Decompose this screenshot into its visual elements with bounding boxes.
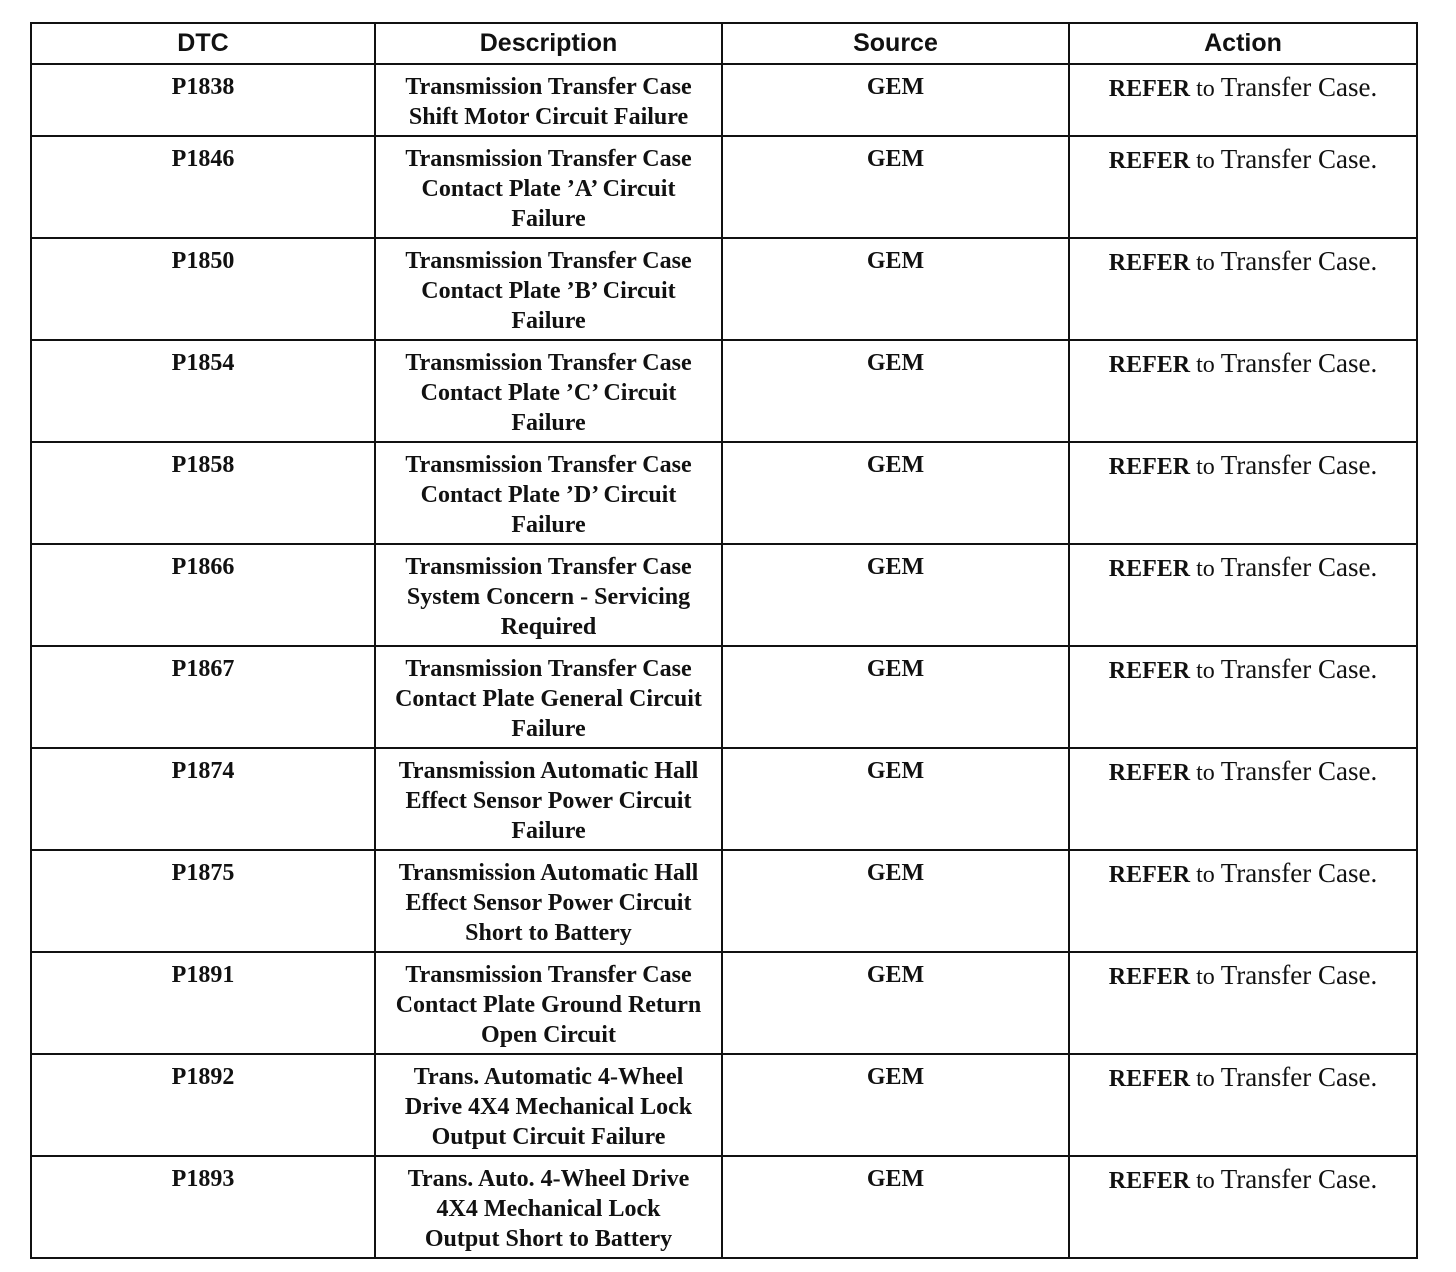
action-refer: REFER: [1108, 658, 1191, 684]
dtc-code: P1850: [31, 238, 375, 340]
source-cell: GEM: [722, 646, 1069, 748]
description-line: Open Circuit: [481, 1022, 616, 1048]
action-destination: Transfer Case.: [1220, 858, 1378, 888]
description-line: Effect Sensor Power Circuit: [405, 788, 692, 814]
action-destination: Transfer Case.: [1220, 1062, 1378, 1092]
table-row: [31, 748, 1417, 850]
description-cell: [375, 238, 722, 340]
description-line: Contact Plate Ground Return: [395, 992, 702, 1018]
action-cell: [1069, 1156, 1417, 1258]
action-cell: [1069, 544, 1417, 646]
table-row: [31, 544, 1417, 646]
description-line: Effect Sensor Power Circuit: [405, 890, 692, 916]
description-line: Contact Plate ’A’ Circuit: [421, 176, 676, 202]
action-destination: Transfer Case.: [1220, 72, 1378, 102]
description-cell: [375, 748, 722, 850]
action-cell: [1069, 64, 1417, 136]
description-line: Trans. Automatic 4-Wheel: [413, 1064, 684, 1090]
action-destination: Transfer Case.: [1220, 450, 1378, 480]
description-line: Contact Plate General Circuit: [395, 686, 702, 712]
action-to: to: [1196, 250, 1215, 276]
dtc-code: P1875: [31, 850, 375, 952]
description-line: Contact Plate ’B’ Circuit: [421, 278, 676, 304]
description-line: Transmission Automatic Hall: [398, 860, 699, 886]
description-line: Transmission Transfer Case: [405, 554, 692, 580]
description-line: Transmission Transfer Case: [405, 962, 692, 988]
source-cell: GEM: [722, 952, 1069, 1054]
dtc-code: P1874: [31, 748, 375, 850]
dtc-code: P1867: [31, 646, 375, 748]
description-line: Transmission Transfer Case: [405, 656, 692, 682]
action-refer: REFER: [1108, 250, 1191, 276]
table-row: [31, 646, 1417, 748]
action-cell: [1069, 748, 1417, 850]
description-line: Contact Plate ’D’ Circuit: [420, 482, 677, 508]
header-action: Action: [1069, 23, 1417, 64]
action-to: to: [1196, 658, 1215, 684]
action-to: to: [1196, 148, 1215, 174]
source-cell: GEM: [722, 64, 1069, 136]
action-to: to: [1196, 760, 1215, 786]
action-refer: REFER: [1108, 1168, 1191, 1194]
action-cell: [1069, 952, 1417, 1054]
action-refer: REFER: [1108, 760, 1191, 786]
description-line: Failure: [511, 410, 586, 436]
action-to: to: [1196, 1066, 1215, 1092]
action-refer: REFER: [1108, 352, 1191, 378]
description-line: Failure: [511, 512, 586, 538]
description-line: Transmission Transfer Case: [405, 248, 692, 274]
action-cell: [1069, 238, 1417, 340]
description-line: Required: [500, 614, 597, 640]
description-line: Failure: [511, 308, 586, 334]
description-line: Short to Battery: [465, 920, 632, 946]
action-destination: Transfer Case.: [1220, 1164, 1378, 1194]
action-refer: REFER: [1108, 454, 1191, 480]
source-cell: GEM: [722, 544, 1069, 646]
action-refer: REFER: [1108, 148, 1191, 174]
table-row: [31, 850, 1417, 952]
source-cell: GEM: [722, 238, 1069, 340]
description-line: Transmission Transfer Case: [405, 74, 692, 100]
description-cell: [375, 646, 722, 748]
source-cell: GEM: [722, 340, 1069, 442]
action-to: to: [1196, 964, 1215, 990]
description-line: Failure: [511, 716, 586, 742]
action-refer: REFER: [1108, 76, 1191, 102]
dtc-code: P1892: [31, 1054, 375, 1156]
action-cell: [1069, 136, 1417, 238]
table-row: [31, 1156, 1417, 1258]
dtc-code: P1858: [31, 442, 375, 544]
dtc-code: P1866: [31, 544, 375, 646]
header-source: Source: [722, 23, 1069, 64]
action-cell: [1069, 1054, 1417, 1156]
action-cell: [1069, 442, 1417, 544]
description-line: System Concern - Servicing: [406, 584, 691, 610]
table-row: [31, 442, 1417, 544]
action-to: to: [1196, 556, 1215, 582]
action-to: to: [1196, 352, 1215, 378]
description-cell: [375, 1054, 722, 1156]
action-refer: REFER: [1108, 1066, 1191, 1092]
action-refer: REFER: [1108, 862, 1191, 888]
description-line: Failure: [511, 818, 586, 844]
dtc-code: P1893: [31, 1156, 375, 1258]
dtc-code: P1854: [31, 340, 375, 442]
table-row: [31, 64, 1417, 136]
description-line: Output Circuit Failure: [431, 1124, 666, 1150]
dtc-table: [30, 22, 1418, 1259]
action-destination: Transfer Case.: [1220, 756, 1378, 786]
dtc-code: P1838: [31, 64, 375, 136]
description-cell: [375, 544, 722, 646]
source-cell: GEM: [722, 442, 1069, 544]
action-cell: [1069, 850, 1417, 952]
action-destination: Transfer Case.: [1220, 144, 1378, 174]
header-dtc: DTC: [31, 23, 375, 64]
description-cell: [375, 442, 722, 544]
description-line: Failure: [511, 206, 586, 232]
source-cell: GEM: [722, 1054, 1069, 1156]
action-to: to: [1196, 454, 1215, 480]
action-destination: Transfer Case.: [1220, 960, 1378, 990]
action-destination: Transfer Case.: [1220, 654, 1378, 684]
description-line: Trans. Auto. 4-Wheel Drive: [407, 1166, 690, 1192]
source-cell: GEM: [722, 850, 1069, 952]
action-cell: [1069, 646, 1417, 748]
description-cell: [375, 340, 722, 442]
description-line: Transmission Transfer Case: [405, 146, 692, 172]
table-row: [31, 136, 1417, 238]
table-row: [31, 238, 1417, 340]
header-description: Description: [375, 23, 722, 64]
description-line: Shift Motor Circuit Failure: [408, 104, 689, 130]
table-header-row: [31, 23, 1417, 64]
table-row: [31, 952, 1417, 1054]
description-line: Transmission Automatic Hall: [398, 758, 699, 784]
action-refer: REFER: [1108, 556, 1191, 582]
table-row: [31, 340, 1417, 442]
description-cell: [375, 136, 722, 238]
description-line: 4X4 Mechanical Lock: [436, 1196, 661, 1222]
dtc-code: P1891: [31, 952, 375, 1054]
description-cell: [375, 952, 722, 1054]
table-row: [31, 1054, 1417, 1156]
source-cell: GEM: [722, 136, 1069, 238]
description-cell: [375, 850, 722, 952]
table-body: [31, 64, 1417, 1258]
action-cell: [1069, 340, 1417, 442]
action-destination: Transfer Case.: [1220, 552, 1378, 582]
action-to: to: [1196, 862, 1215, 888]
source-cell: GEM: [722, 748, 1069, 850]
source-cell: GEM: [722, 1156, 1069, 1258]
description-line: Transmission Transfer Case: [405, 350, 692, 376]
dtc-code: P1846: [31, 136, 375, 238]
description-cell: [375, 1156, 722, 1258]
description-line: Output Short to Battery: [424, 1226, 673, 1252]
action-destination: Transfer Case.: [1220, 246, 1378, 276]
action-refer: REFER: [1108, 964, 1191, 990]
action-to: to: [1196, 76, 1215, 102]
description-line: Transmission Transfer Case: [405, 452, 692, 478]
description-line: Drive 4X4 Mechanical Lock: [404, 1094, 693, 1120]
action-destination: Transfer Case.: [1220, 348, 1378, 378]
action-to: to: [1196, 1168, 1215, 1194]
description-line: Contact Plate ’C’ Circuit: [420, 380, 677, 406]
description-cell: [375, 64, 722, 136]
